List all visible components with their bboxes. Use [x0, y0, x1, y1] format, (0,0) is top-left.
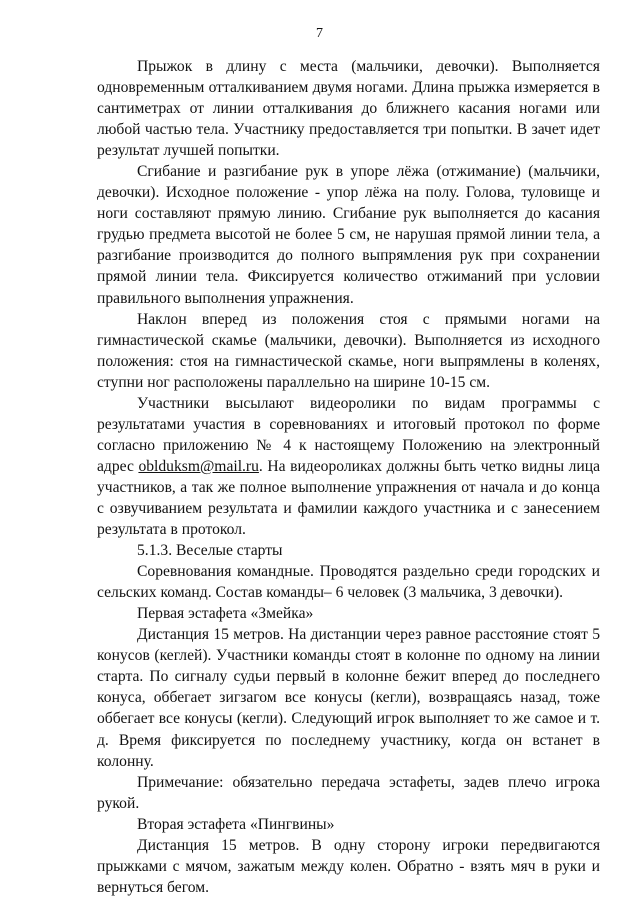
paragraph-penguins-relay: Дистанция 15 метров. В одну сторону игроки передвигаются прыжками с мячом, зажатым между колен. Обратно - взять мяч в руки и вернуться бегом. — [97, 836, 600, 896]
paragraph-note: Примечание: обязательно передача эстафеты, задев плечо игрока рукой. — [97, 773, 600, 812]
paragraph-team-composition: Соревнования командные. Проводятся раздельно среди городских и сельских команд. Состав команды– 6 человек (3 мальчика, 3 девочки). — [97, 563, 600, 602]
video-submission-text-before: Участники высылают видеоролики по видам программы с результатами участия в соревнованиях и итоговый протокол по форме согласно приложению № 4 к настоящему Положению на электронный адрес — [97, 394, 600, 475]
paragraph-forward-bend: Наклон вперед из положения стоя с прямыми ногами на гимнастической скамье (мальчики, девочки). Выполняется из исходного положения: стоя на гимнастической скамье, ноги выпрямлены в коленях, ступни ног расположены параллельно на ширине 10-15 см. — [97, 310, 600, 391]
relay-heading-snake: Первая эстафета «Змейка» — [137, 605, 314, 623]
paragraph-push-ups: Сгибание и разгибание рук в упоре лёжа (отжимание) (мальчики, девочки). Исходное положение - упор лёжа на полу. Голова, туловище и ноги составляют прямую линию. Сгибание рук выполняется до касания грудью предмета высотой не более 5 см, не нарушая прямой линии тела, а разгибание производится до полного выпрямления рук при сохранении прямой линии тела. Фиксируется количество отжиманий при условии правильного выполнения упражнения. — [97, 163, 600, 307]
paragraph-snake-relay: Дистанция 15 метров. На дистанции через равное расстояние стоят 5 конусов (кеглей). Участники команды стоят в колонне по одному на линии старта. По сигналу судьи первый в колонне бежит вперед до последнего конуса, оббегает зигзагом все конусы (кегли), возвращаясь назад, тоже оббегает все конусы (кегли). Следующий игрок выполняет то же самое и т. д. Время фиксируется по последнему участнику, когда он встанет в колонну. — [97, 626, 600, 770]
video-submission-text-after: . На видеороликах должны быть четко видны лица участников, а так же полное выполнение упражнения от начала и до конца с озвучиванием результата и фамилии каждого участника и с занесением результата в протокол. — [97, 457, 600, 539]
paragraph-video-submission — [97, 393, 600, 540]
document-body — [97, 56, 600, 898]
page-number: 7 — [316, 26, 323, 41]
section-heading-fun-starts: 5.1.3. Веселые старты — [137, 542, 283, 560]
email-link[interactable]: oblduksm@mail.ru — [138, 457, 259, 475]
relay-heading-penguins: Вторая эстафета «Пингвины» — [137, 815, 335, 833]
paragraph-long-jump: Прыжок в длину с места (мальчики, девочки). Выполняется одновременным отталкиванием двумя ногами. Длина прыжка измеряется в сантиметрах от линии отталкивания до ближнего касания ногами или любой частью тела. Участнику предоставляется три попытки. В зачет идет результат лучшей попытки. — [97, 58, 600, 160]
